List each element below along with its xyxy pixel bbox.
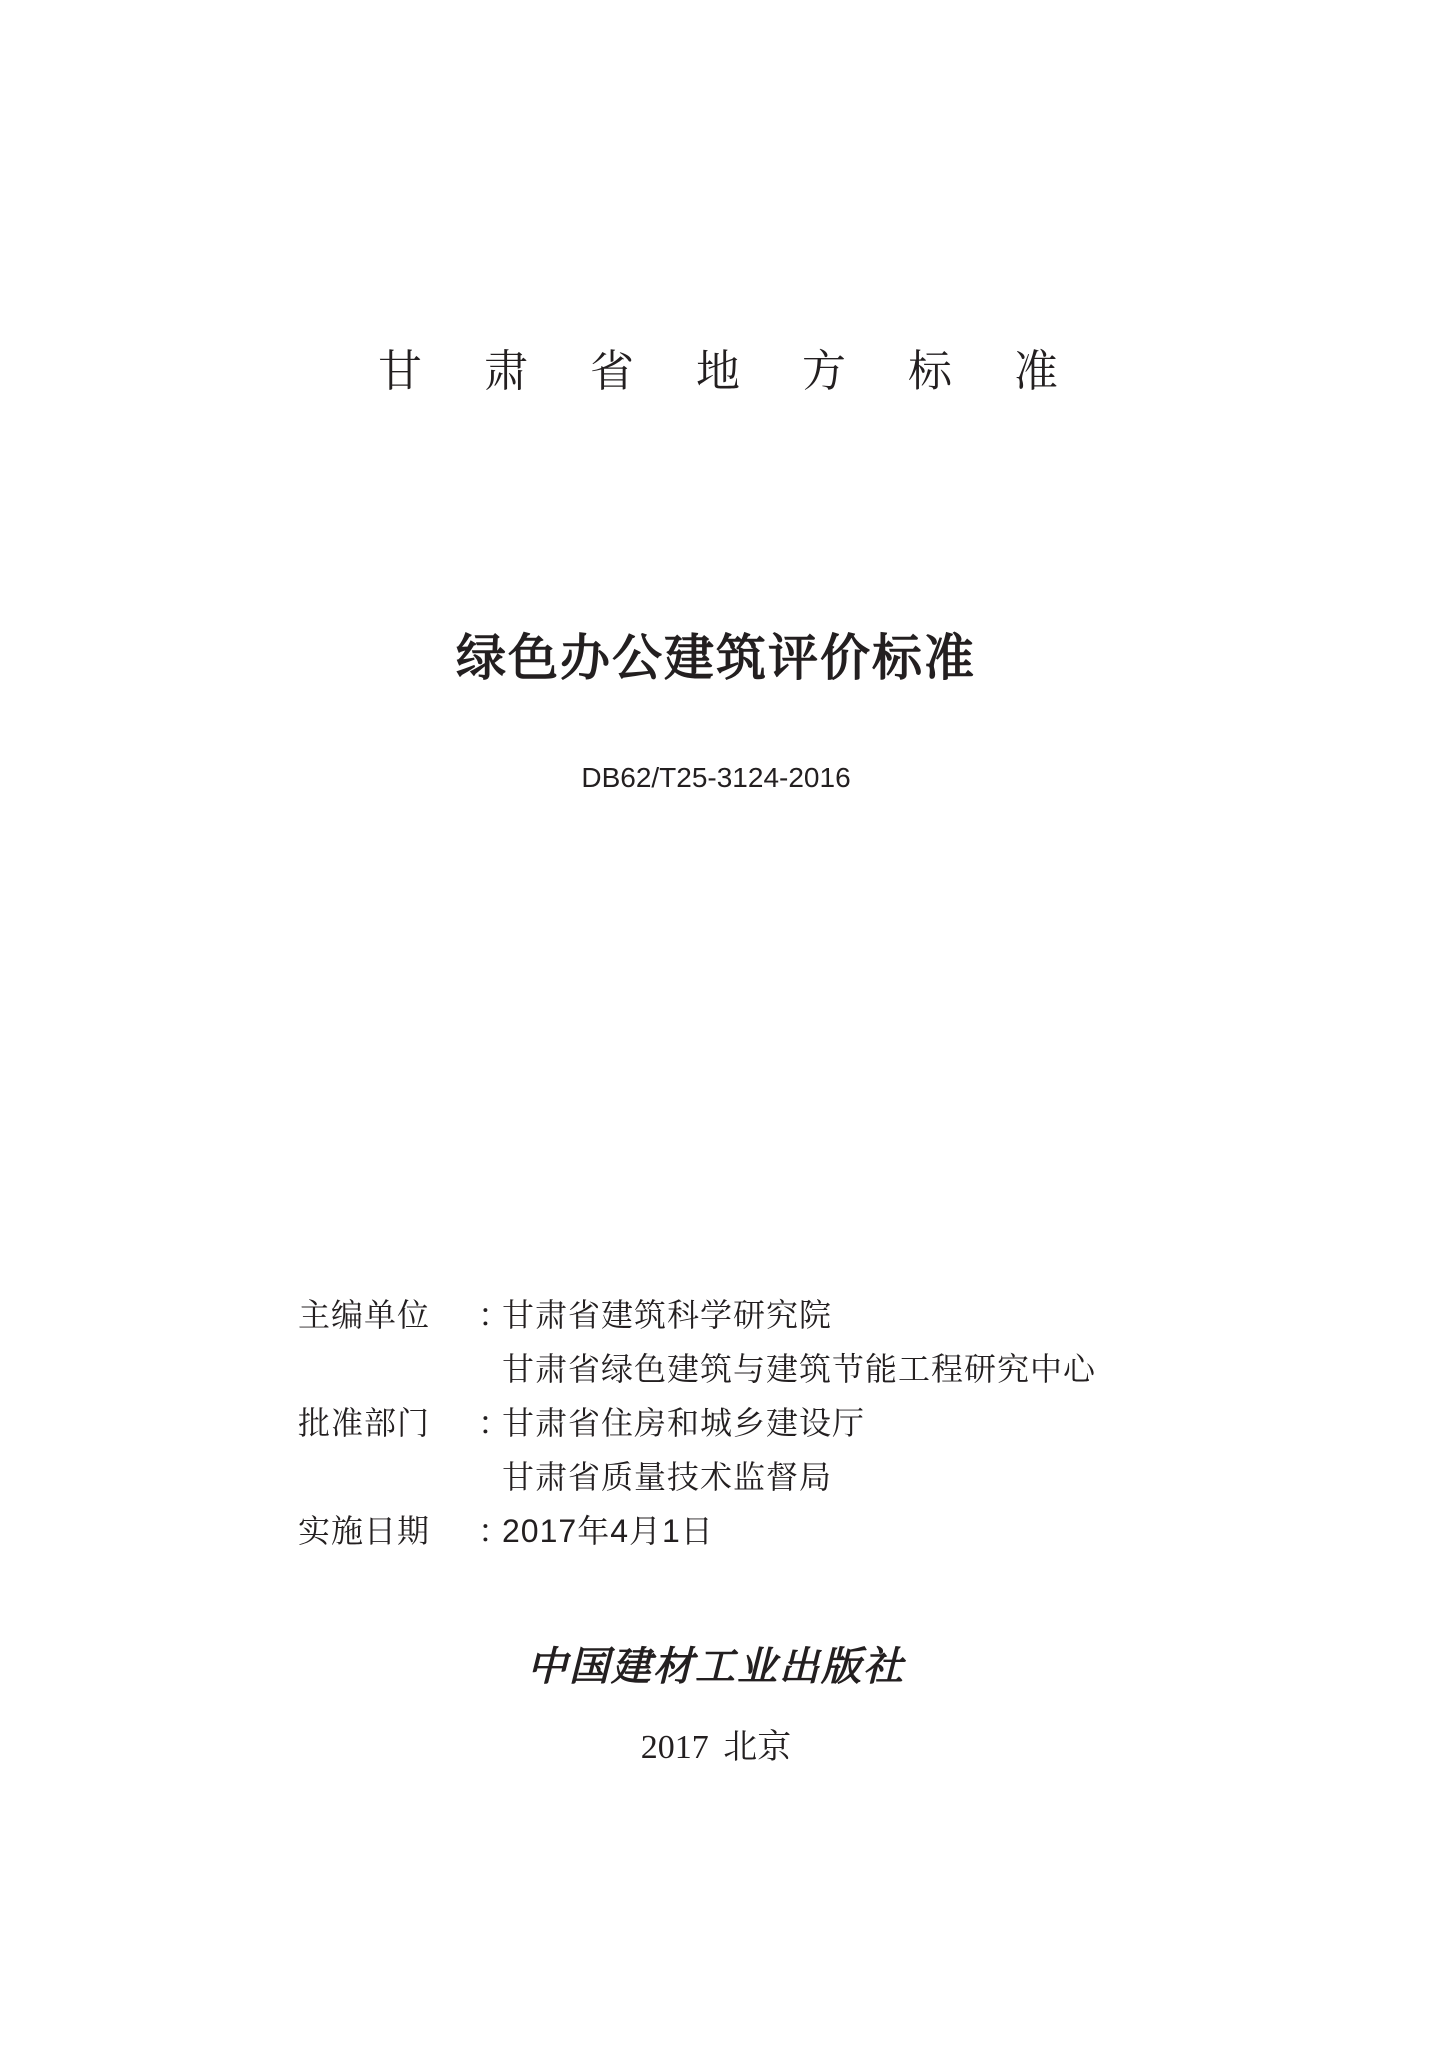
- approval-value-2: 甘肃省质量技术监督局: [502, 1458, 833, 1496]
- series-title-char: 省: [590, 346, 634, 397]
- approval-colon: ：: [478, 1404, 511, 1442]
- info-row-editor: [298, 1288, 1096, 1342]
- editor-value-2: 甘肃省绿色建筑与建筑节能工程研究中心: [502, 1350, 1097, 1388]
- date-value: 2017年4月1日: [502, 1513, 714, 1549]
- series-title-char: 准: [1014, 346, 1058, 397]
- info-row-approval: [298, 1396, 1096, 1450]
- document-title: 绿色办公建筑评价标准: [456, 629, 976, 687]
- editor-colon: ：: [478, 1296, 511, 1334]
- info-row-approval-2: [298, 1450, 1096, 1504]
- approval-value-1: 甘肃省住房和城乡建设厅: [502, 1404, 866, 1442]
- publisher-name: 中国建材工业出版社: [527, 1643, 905, 1690]
- series-title-char: 肃: [484, 346, 528, 397]
- info-row-date: [298, 1504, 1096, 1558]
- approval-label: 批准部门: [298, 1404, 431, 1442]
- series-title: [378, 344, 1058, 400]
- place-year: 2017 北京: [640, 1729, 792, 1766]
- editor-value-1: 甘肃省建筑科学研究院: [502, 1296, 833, 1334]
- editor-label: 主编单位: [298, 1296, 431, 1334]
- standard-code: DB62/T25-3124-2016: [581, 762, 851, 793]
- series-title-char: 地: [696, 346, 740, 397]
- date-label: 实施日期: [298, 1512, 431, 1550]
- series-title-char: 标: [908, 346, 952, 397]
- info-block: [298, 1288, 1096, 1558]
- date-colon: ：: [478, 1512, 511, 1550]
- info-row-editor-2: [298, 1342, 1096, 1396]
- series-title-char: 甘: [378, 346, 422, 397]
- series-title-char: 方: [802, 346, 846, 397]
